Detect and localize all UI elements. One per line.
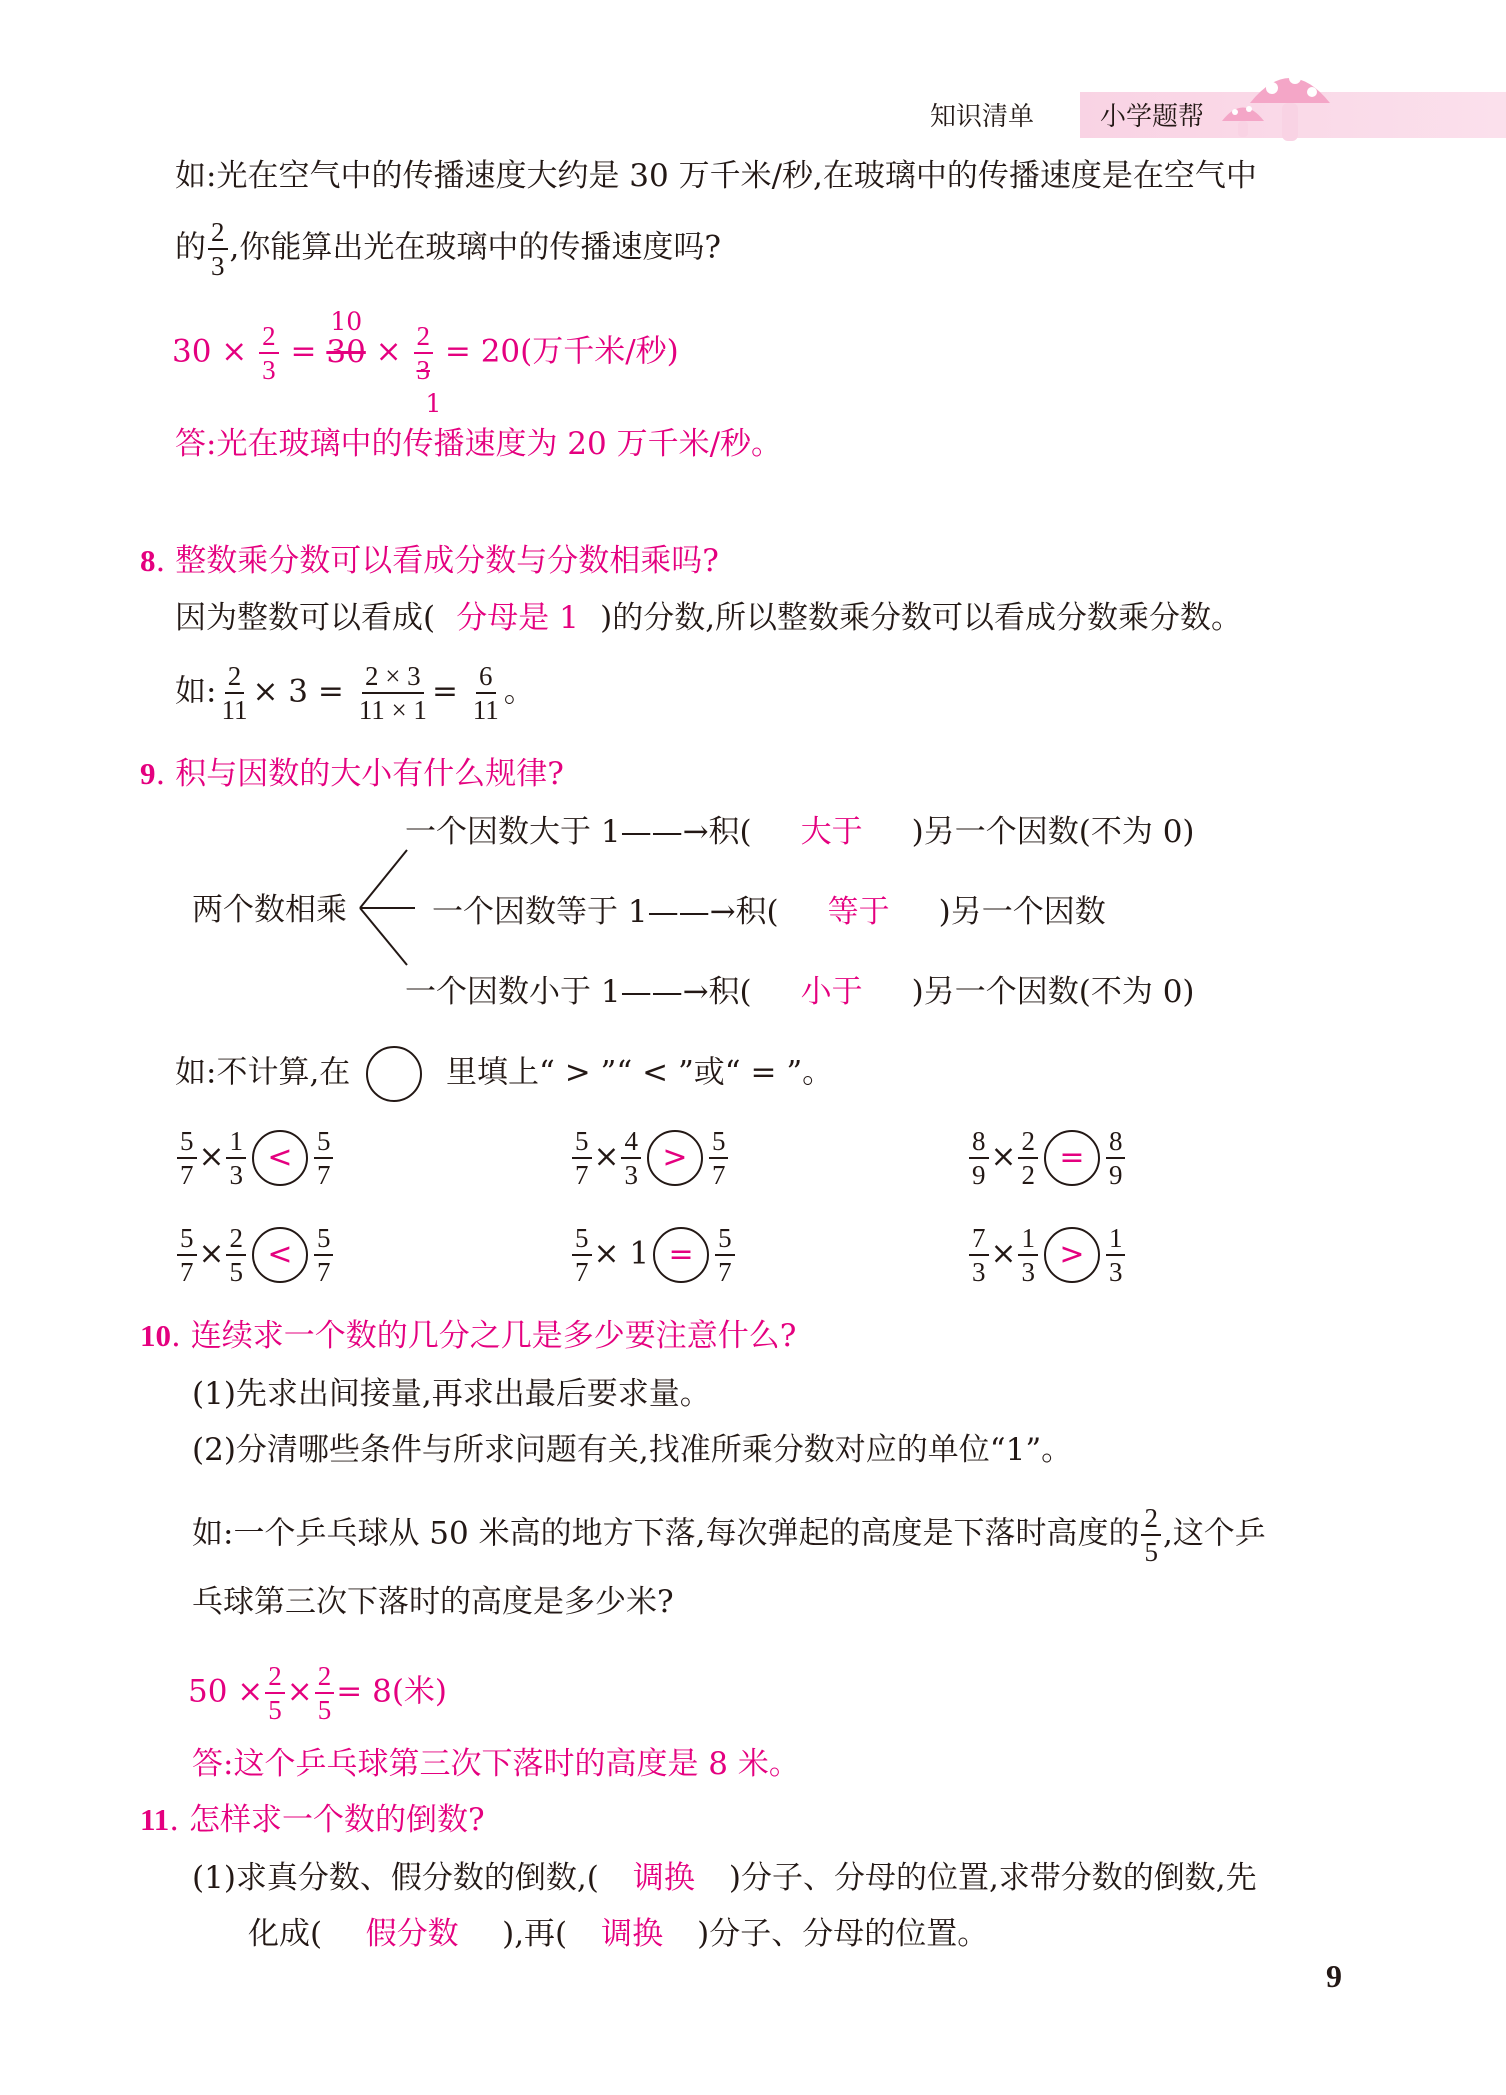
compare-circle: < xyxy=(252,1227,308,1283)
compare-circle: > xyxy=(1044,1227,1100,1283)
text: × xyxy=(375,333,402,370)
compare-item: $\frac{5}{7}$ × 1 = $\frac{5}{7}$ xyxy=(570,1222,737,1288)
text: = xyxy=(431,673,458,710)
question-title: 9. 积与因数的大小有什么规律? xyxy=(140,756,564,792)
empty-circle xyxy=(366,1046,422,1102)
example-line: 如: $\frac{2}{11}$ × 3 = $\frac{2 \times 3}{11 \times 1}$ = $\frac{6}{11}$ 。 xyxy=(175,661,535,725)
cancelled-fraction: $\frac{2}{3}$ 1 xyxy=(412,320,436,386)
branch-row xyxy=(405,812,1195,852)
question-title: 11. 怎样求一个数的倒数? xyxy=(140,1802,485,1838)
question-title: 8. 整数乘分数可以看成分数与分数相乘吗? xyxy=(140,543,719,579)
answer-blank: 假分数 xyxy=(365,1916,459,1952)
point-line: (2)分清哪些条件与所求问题有关,找准所乘分数对应的单位“1”。 xyxy=(192,1432,1073,1468)
text: 因为整数可以看成( xyxy=(175,600,436,636)
text: )另一个因数(不为 0) xyxy=(911,974,1195,1010)
answer-blank: 调换 xyxy=(601,1916,664,1952)
compare-circle: > xyxy=(647,1130,703,1186)
answer: 答:光在玻璃中的传播速度为 20 万千米/秒。 xyxy=(175,426,783,462)
text: )另一个因数(不为 0) xyxy=(911,814,1195,850)
text: × 3 = xyxy=(252,673,344,710)
question-line: (1)求真分数、假分数的倒数,( 调换 )分子、分母的位置,求带分数的倒数,先 xyxy=(192,1860,1257,1896)
header-section-title: 知识清单 xyxy=(930,102,1035,132)
example-line xyxy=(175,1046,833,1102)
answer-blank: 分母是 1 xyxy=(456,600,579,636)
branch-root: 两个数相乘 xyxy=(192,892,347,928)
answer-blank: 等于 xyxy=(827,894,890,930)
small-mushroom-icon xyxy=(1218,96,1268,141)
answer-blank: 大于 xyxy=(800,814,863,850)
cancelled-number xyxy=(326,306,366,372)
text: 。 xyxy=(503,673,535,710)
compare-item: $\frac{5}{7}$ × $\frac{1}{3}$ < $\frac{5}{7}$ xyxy=(175,1125,335,1191)
text: = xyxy=(290,333,317,370)
text: 如:不计算,在 xyxy=(175,1054,351,1091)
compare-circle: < xyxy=(252,1130,308,1186)
question-line xyxy=(175,598,1242,638)
header-book-title: 小学题帮 xyxy=(1100,102,1205,132)
branch-row xyxy=(405,972,1195,1012)
text: 里填上“ > ”“ < ”或“ = ”。 xyxy=(446,1054,834,1091)
answer-blank: 小于 xyxy=(800,974,863,1010)
fraction: $\frac{2}{3}$ xyxy=(259,320,279,386)
answer-blank: 调换 xyxy=(632,1860,695,1896)
text: )另一个因数 xyxy=(938,894,1106,930)
example-line xyxy=(175,216,721,282)
text: 30 × xyxy=(172,333,248,370)
text: = 20(万千米/秒) xyxy=(444,333,679,370)
compare-circle: = xyxy=(1044,1130,1100,1186)
text: 一个因数小于 1——→积( xyxy=(405,974,752,1010)
calc-line xyxy=(172,306,679,418)
answer: 答:这个乒乓球第三次下落时的高度是 8 米。 xyxy=(192,1746,800,1782)
text: 如: xyxy=(175,673,217,710)
text: 30 xyxy=(326,333,366,370)
reduced-value: 10 xyxy=(330,306,363,336)
text: 一个因数等于 1——→积( xyxy=(432,894,779,930)
example-line: 乓球第三次下落时的高度是多少米? xyxy=(192,1584,674,1620)
compare-item: $\frac{5}{7}$ × $\frac{4}{3}$ > $\frac{5}{7}$ xyxy=(570,1125,730,1191)
text: ,你能算出光在玻璃中的传播速度吗? xyxy=(229,229,721,266)
text: 一个因数大于 1——→积( xyxy=(405,814,752,850)
reduced-value: 1 xyxy=(425,389,442,418)
text: )的分数,所以整数乘分数可以看成分数乘分数。 xyxy=(600,600,1243,636)
compare-circle: = xyxy=(653,1227,709,1283)
point-line: (1)先求出间接量,再求出最后要求量。 xyxy=(192,1376,711,1412)
calc-line: 50 × $\frac{2}{5}$ × $\frac{2}{5}$ = 8(米) xyxy=(188,1661,448,1725)
question-title: 10. 连续求一个数的几分之几是多少要注意什么? xyxy=(140,1318,797,1354)
text: 的 xyxy=(175,229,206,266)
compare-item: $\frac{8}{9}$ × $\frac{2}{2}$ = $\frac{8}{9}$ xyxy=(967,1125,1127,1191)
question-line: 化成( 假分数 ),再( 调换 )分子、分母的位置。 xyxy=(248,1916,989,1952)
fraction: $\frac{2}{3}$ xyxy=(208,216,228,282)
text: 如:一个乒乓球从 50 米高的地方下落,每次弹起的高度是下落时高度的 xyxy=(192,1515,1140,1552)
example-line: 如:一个乒乓球从 50 米高的地方下落,每次弹起的高度是下落时高度的 $\frac{2}{5}$ ,这个乒 xyxy=(192,1503,1266,1567)
text: ,这个乒 xyxy=(1162,1515,1266,1552)
page-number: 9 xyxy=(1326,1958,1342,1994)
example-line: 如:光在空气中的传播速度大约是 30 万千米/秒,在玻璃中的传播速度是在空气中 xyxy=(175,158,1257,194)
compare-item: $\frac{7}{3}$ × $\frac{1}{3}$ > $\frac{1}{3}$ xyxy=(967,1222,1127,1288)
branch-row xyxy=(432,892,1106,932)
compare-item: $\frac{5}{7}$ × $\frac{2}{5}$ < $\frac{5}{7}$ xyxy=(175,1222,335,1288)
